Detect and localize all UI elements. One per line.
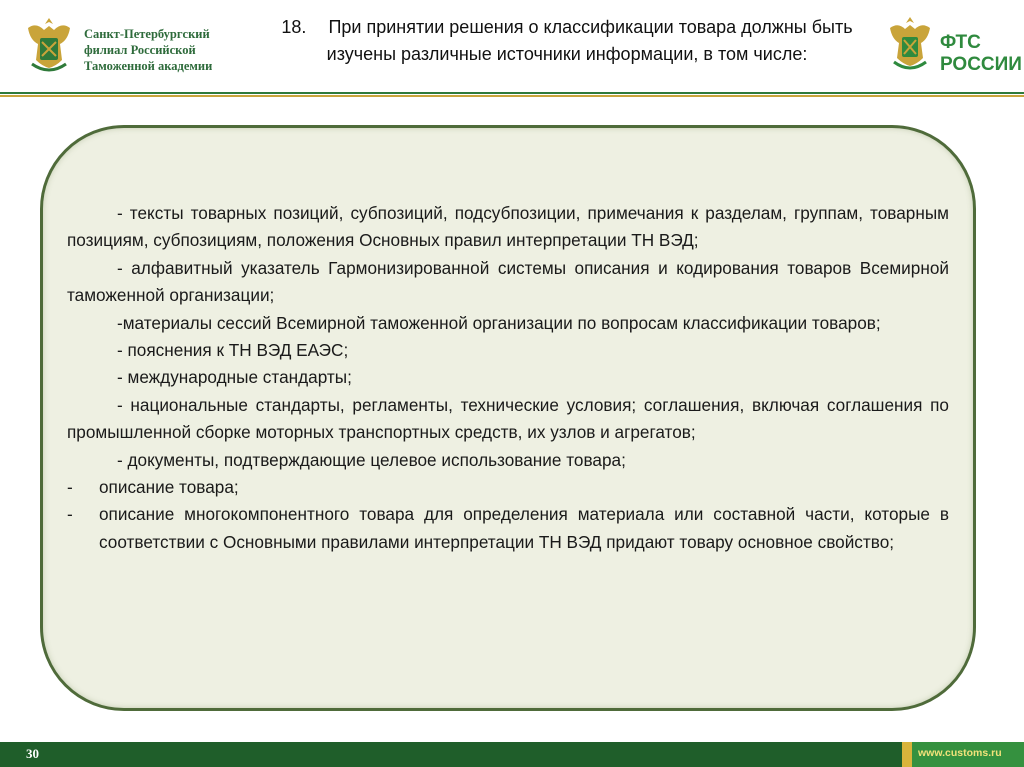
slide-title-text: При принятии решения о классификации товара должны быть изучены различные источники информации, в том числе: bbox=[326, 17, 853, 64]
site-url-link[interactable]: www.customs.ru bbox=[918, 747, 1002, 759]
fts-emblem-icon bbox=[886, 14, 934, 78]
fts-logo-line1: ФТС bbox=[940, 32, 981, 53]
list-item: - документы, подтверждающие целевое использование товара; bbox=[117, 449, 626, 470]
list-item: - международные стандарты; bbox=[117, 367, 352, 388]
dash-list-item bbox=[67, 474, 949, 501]
fts-logo-line2: РОССИИ bbox=[940, 54, 1022, 75]
list-item: -материалы сессий Всемирной таможенной организации по вопросам классификации товаров; bbox=[117, 312, 881, 333]
header-divider-gold bbox=[0, 95, 1024, 97]
page-number: 30 bbox=[26, 746, 39, 761]
list-item: - алфавитный указатель Гармонизированной системы описания и кодирования товаров Всемирной таможенной организации; bbox=[67, 257, 949, 306]
academy-name: Санкт-Петербургский филиал Российской Таможенной академии bbox=[84, 27, 213, 73]
list-item: - тексты товарных позиций, субпозиций, подсубпозиции, примечания к разделам, группам, товарным позициям, субпозициям, положения Основных правил интерпретации ТН ВЭД; bbox=[67, 203, 949, 251]
sources-list bbox=[67, 200, 949, 556]
slide-header bbox=[0, 0, 1024, 100]
customs-emblem-icon bbox=[22, 14, 76, 78]
slide-title bbox=[262, 14, 872, 68]
dash-list-item bbox=[67, 501, 949, 556]
footer-gold-stripe bbox=[902, 742, 912, 767]
dash-marker: - bbox=[67, 477, 73, 498]
dash-list-item-text: описание товара; bbox=[99, 477, 239, 498]
fts-logo bbox=[940, 32, 1020, 76]
slide-number: 18. bbox=[281, 17, 307, 37]
dash-marker: - bbox=[67, 504, 73, 525]
header-divider-green bbox=[0, 92, 1024, 94]
list-item: - пояснения к ТН ВЭД ЕАЭС; bbox=[117, 340, 349, 361]
list-item: - национальные стандарты, регламенты, технические условия; соглашения, включая соглашения по промышленной сборке моторных транспортных средств, их узлов и агрегатов; bbox=[67, 394, 949, 443]
footer-bar bbox=[0, 742, 910, 767]
dash-list-item-text: описание многокомпонентного товара для определения материала или составной части, которые в соответствии с Основными правилами интерпретации ТН ВЭД придают товару основное свойство; bbox=[99, 504, 949, 552]
slide-footer bbox=[0, 742, 1024, 767]
